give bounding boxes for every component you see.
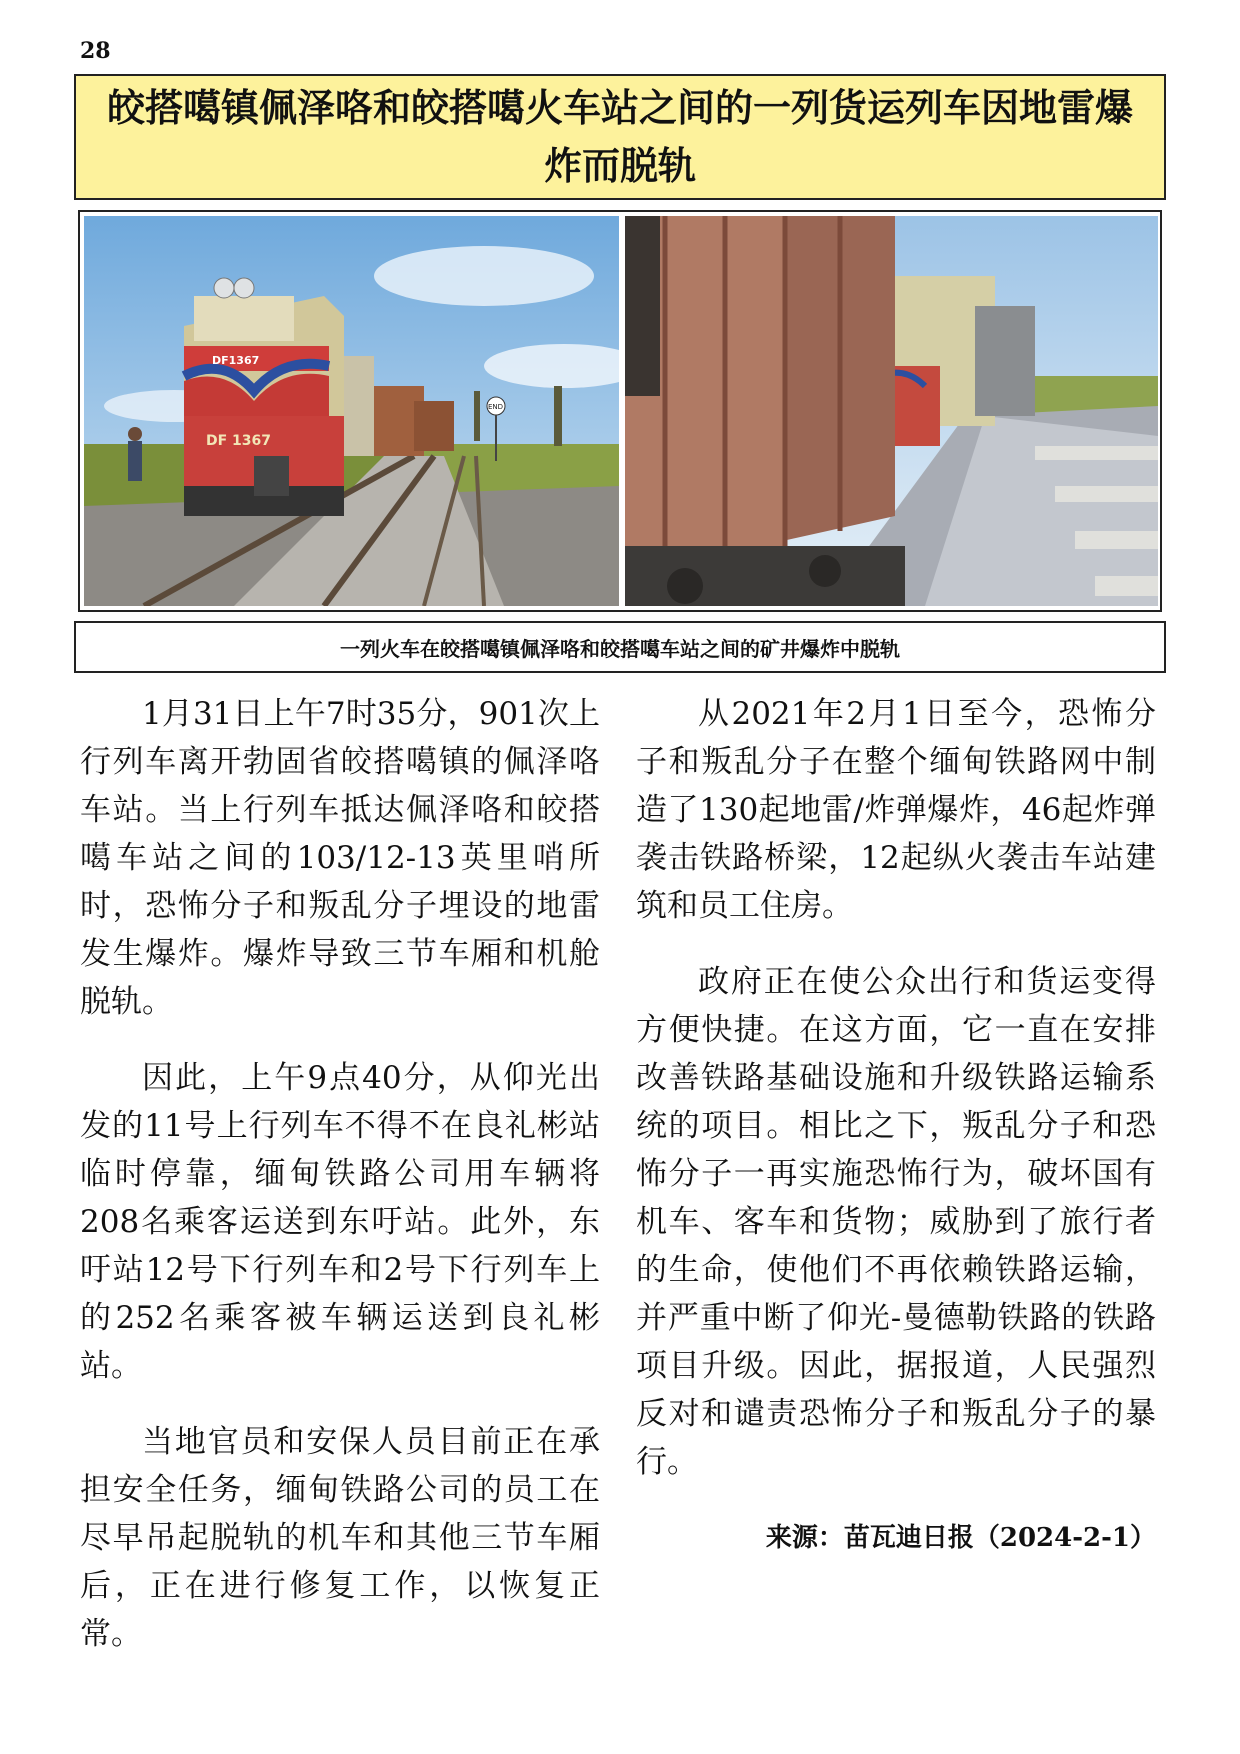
article-column-right: [636, 690, 1156, 1562]
photo-locomotive: [84, 216, 619, 606]
source-attribution: 来源：苗瓦迪日报（2024-2-1）: [765, 1523, 1156, 1553]
paragraph: 政府正在使公众出行和货运变得方便快捷。在这方面，它一直在安排改善铁路基础设施和升级铁路运输系统的项目。相比之下，叛乱分子和恐怖分子一再实施恐怖行为，破坏国有机车、客车和货物；威胁到了旅行者的生命，使他们不再依赖铁路运输，并严重中断了仰光-曼德勒铁路的铁路项目升级。因此，据报道，人民强烈反对和谴责恐怖分子和叛乱分子的暴行。: [636, 964, 1156, 1480]
page-number: 28: [80, 38, 111, 64]
end-sign: END: [488, 403, 504, 411]
locomotive-number: DF 1367: [206, 433, 272, 449]
article-column-left: [80, 690, 600, 1686]
photo-frame: [78, 210, 1162, 612]
locomotive-front-number: DF1367: [212, 354, 260, 367]
paragraph: 因此，上午9点40分，从仰光出发的11号上行列车不得不在良礼彬站临时停靠，缅甸铁路公司用车辆将208名乘客运送到东吁站。此外，东吁站12号下行列车和2号下行列车上的252名乘客被车辆运送到良礼彬站。: [80, 1060, 600, 1384]
photo-caption-box: [74, 621, 1166, 673]
photo-caption: 一列火车在皎搭噶镇佩泽咯和皎搭噶车站之间的矿井爆炸中脱轨: [340, 636, 900, 661]
title-banner: [74, 74, 1166, 200]
photo-derailed-wagons: [625, 216, 1158, 606]
paragraph: 从2021年2月1日至今，恐怖分子和叛乱分子在整个缅甸铁路网中制造了130起地雷/炸弹爆炸，46起炸弹袭击铁路桥梁，12起纵火袭击车站建筑和员工住房。: [636, 696, 1156, 924]
article-title: 皎搭噶镇佩泽咯和皎搭噶火车站之间的一列货运列车因地雷爆炸而脱轨: [106, 86, 1133, 188]
paragraph: 1月31日上午7时35分，901次上行列车离开勃固省皎搭噶镇的佩泽咯车站。当上行列车抵达佩泽咯和皎搭噶车站之间的103/12-13英里哨所时，恐怖分子和叛乱分子埋设的地雷发生爆炸。爆炸导致三节车厢和机舱脱轨。: [80, 696, 600, 1020]
paragraph: 当地官员和安保人员目前正在承担安全任务，缅甸铁路公司的员工在尽早吊起脱轨的机车和其他三节车厢后，正在进行修复工作，以恢复正常。: [80, 1424, 600, 1652]
